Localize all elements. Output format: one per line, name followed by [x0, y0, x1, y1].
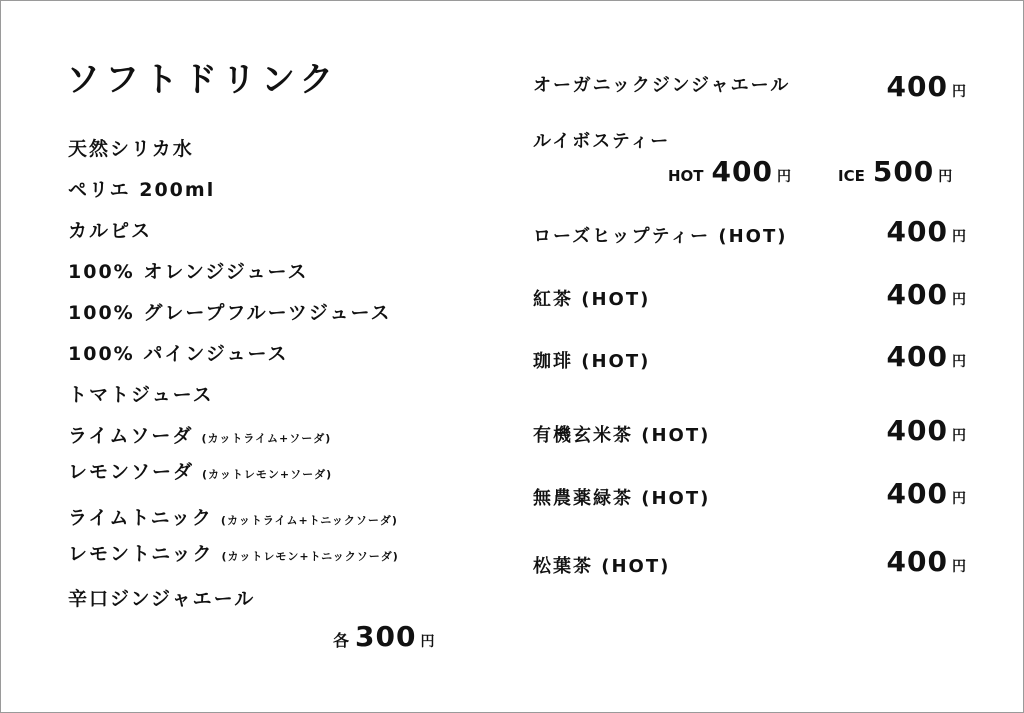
menu-item-name: 松葉茶 (HOT)	[533, 556, 671, 577]
menu-item-price: 400 円	[886, 215, 966, 248]
item-name: レモンソーダ	[68, 461, 195, 483]
item-note: (カットレモン+トニックソーダ)	[221, 550, 399, 563]
menu-item-name: ルイボスティー	[533, 131, 671, 152]
item-note: (カットライム+トニックソーダ)	[220, 514, 398, 527]
item-name: 100% グレープフルーツジュース	[68, 302, 392, 324]
item-name: カルピス	[68, 220, 153, 242]
item-name: ペリエ 200ml	[68, 179, 216, 201]
menu-title: ソフトドリンク	[66, 60, 339, 100]
item-name: ライムトニック	[68, 507, 213, 529]
rooibos-ice-price: ICE 500 円	[838, 155, 953, 188]
rooibos-hot-price: HOT 400 円	[668, 155, 791, 188]
menu-item	[68, 216, 152, 243]
menu-item-name: 珈琲 (HOT)	[533, 351, 651, 372]
price-unit: 円	[420, 634, 435, 650]
item-name: ライムソーダ	[68, 425, 194, 447]
menu-item-name: オーガニックジンジャエール	[533, 75, 791, 96]
menu-item	[68, 584, 255, 611]
menu-item-price: 400 円	[886, 545, 966, 578]
menu-item-price: 400 円	[886, 70, 966, 103]
item-note: (カットレモン+ソーダ)	[202, 468, 333, 481]
item-name: 天然シリカ水	[68, 138, 194, 160]
price-amount: 300	[355, 620, 417, 653]
menu-item-name: 有機玄米茶 (HOT)	[533, 425, 711, 446]
menu-item-price: 400 円	[886, 414, 966, 447]
menu-item	[68, 175, 215, 202]
menu-item	[68, 257, 309, 284]
menu-item-price: 400 円	[886, 340, 966, 373]
menu-item	[68, 503, 398, 530]
item-name: 100% パインジュース	[68, 343, 289, 365]
menu-item	[68, 134, 194, 161]
menu-item-name: 無農薬緑茶 (HOT)	[533, 488, 711, 509]
menu-item	[68, 539, 399, 566]
menu-item	[68, 380, 214, 407]
menu-item	[68, 457, 332, 484]
menu-item-name: ローズヒップティー (HOT)	[533, 226, 788, 247]
menu-item-name: 紅茶 (HOT)	[533, 289, 651, 310]
item-name: レモントニック	[68, 543, 214, 565]
left-column-price	[333, 620, 434, 653]
menu-item	[68, 339, 289, 366]
price-prefix: 各	[333, 631, 350, 650]
menu-item-price: 400 円	[886, 477, 966, 510]
item-name: トマトジュース	[68, 384, 214, 406]
item-note: (カットライム+ソーダ)	[201, 432, 332, 445]
item-name: 100% オレンジジュース	[68, 261, 309, 283]
menu-item-price: 400 円	[886, 278, 966, 311]
menu-item	[68, 421, 331, 448]
menu-item	[68, 298, 392, 325]
item-name: 辛口ジンジャエール	[68, 588, 256, 610]
